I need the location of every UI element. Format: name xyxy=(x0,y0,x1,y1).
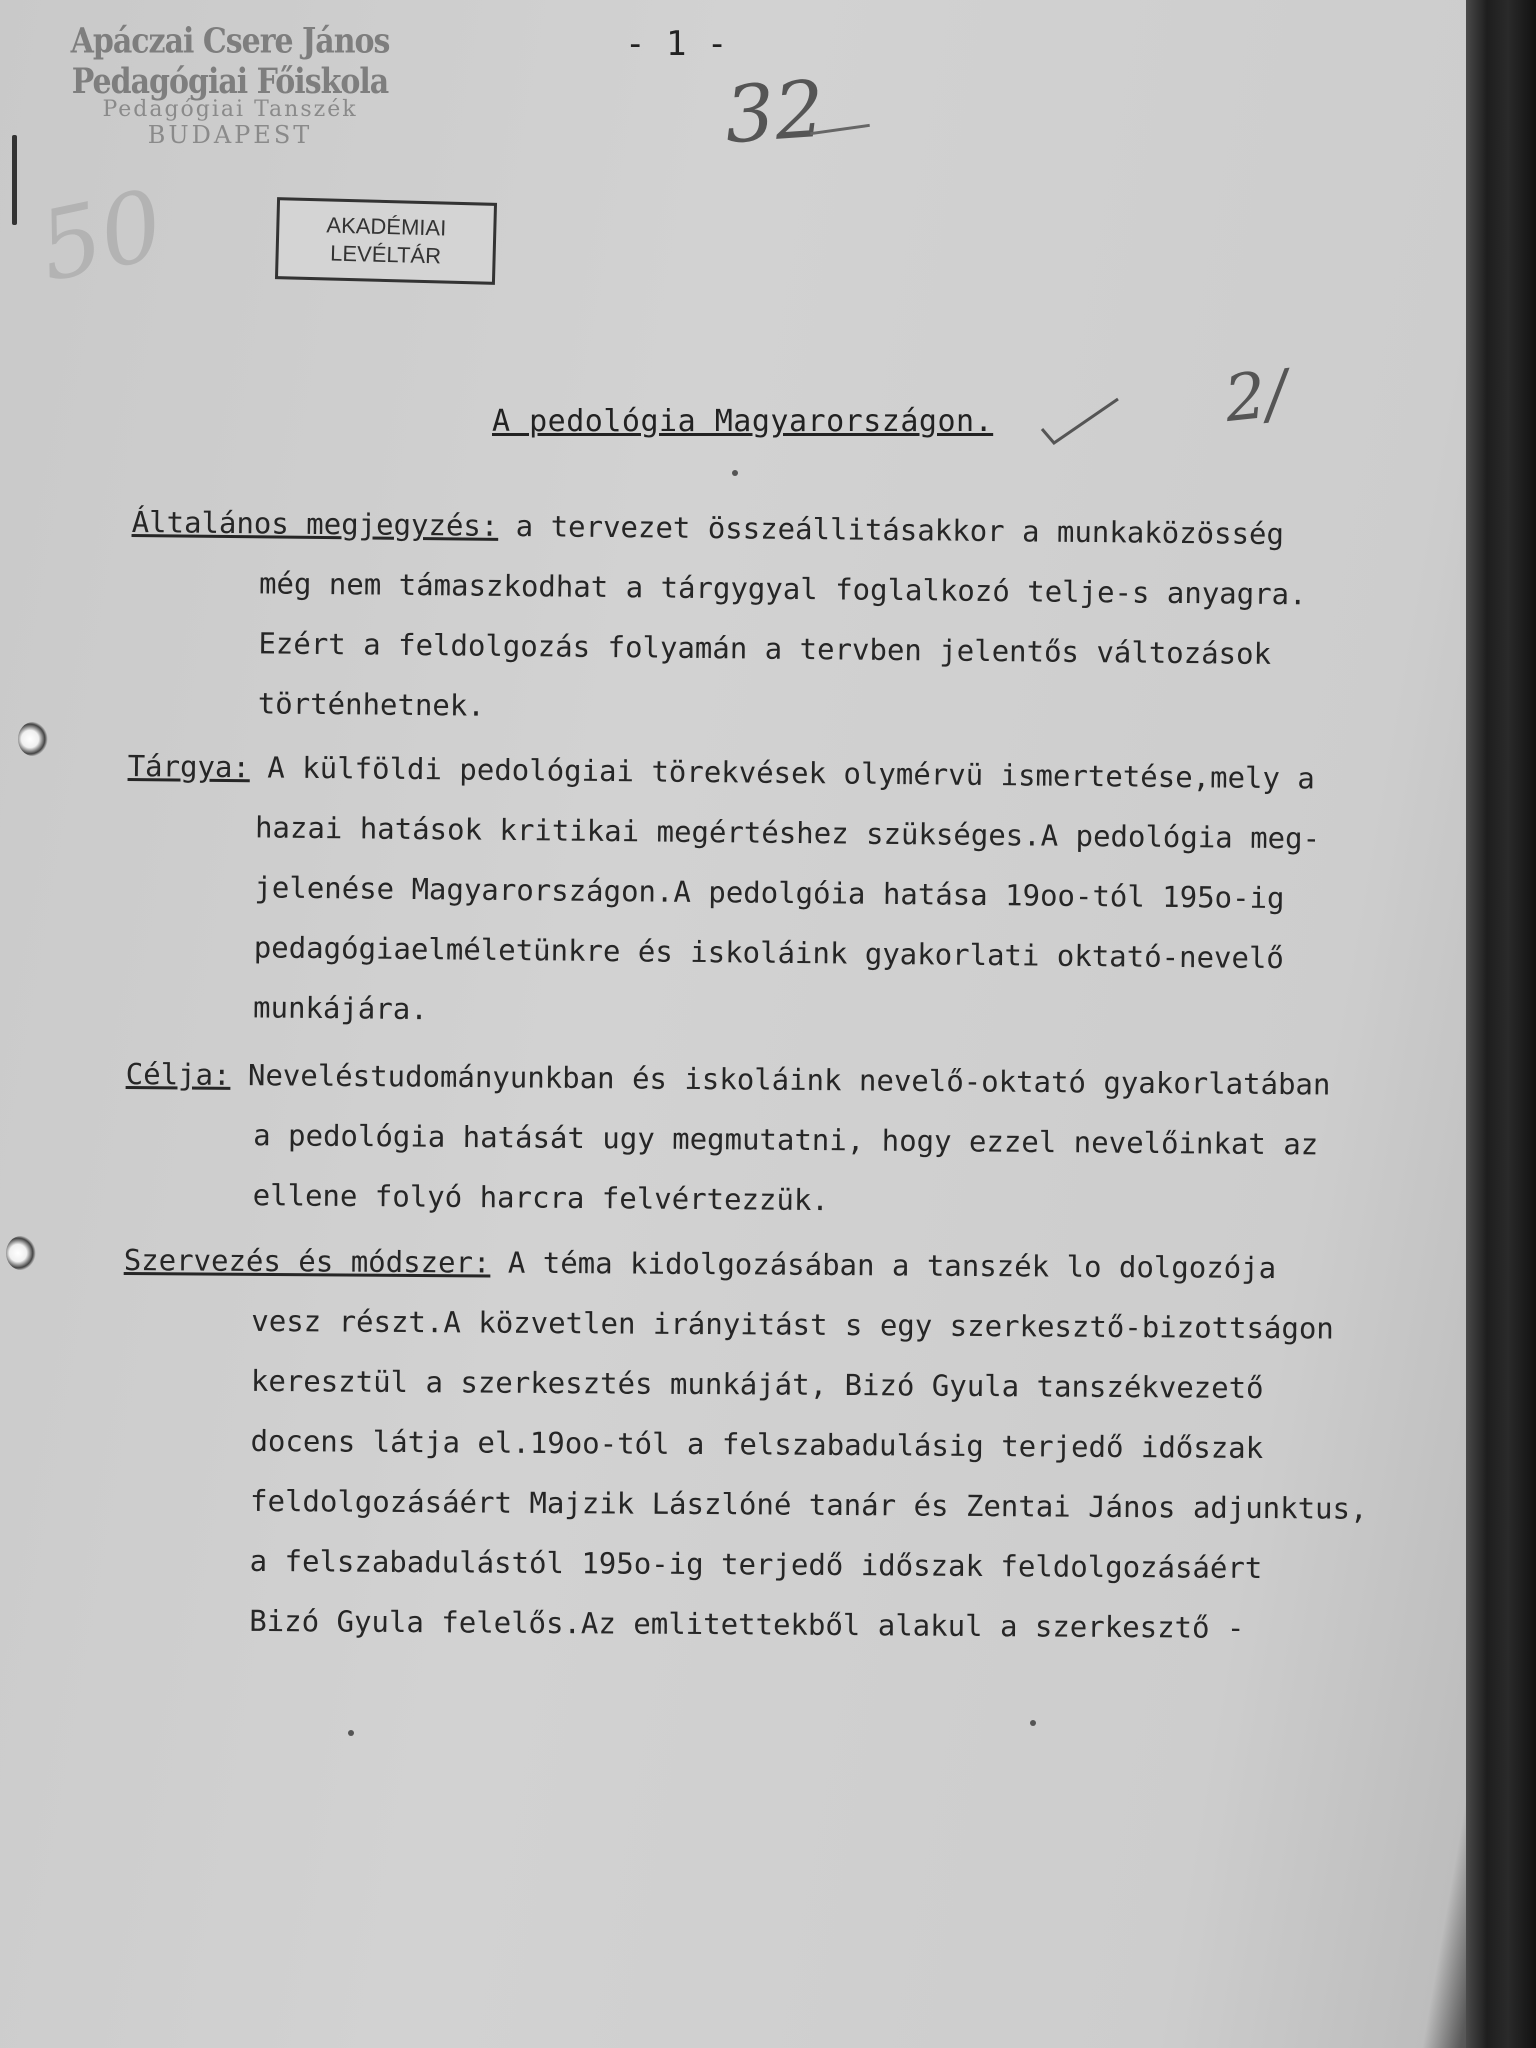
section-subject xyxy=(125,736,1321,1048)
section-line: docens látja el.19oo-tól a felszabadulásig terjedő időszak xyxy=(250,1423,1264,1465)
ink-dot xyxy=(732,470,738,476)
page-edge-shadow xyxy=(1466,0,1536,2048)
section-line: még nem támaszkodhat a tárgygyal foglalkozó telje-s anyagra. xyxy=(258,566,1307,612)
section-line: történhetnek. xyxy=(257,686,485,723)
archive-stamp-line2: LEVÉLTÁR xyxy=(329,240,442,269)
handwritten-folio-number: 32 xyxy=(721,64,828,162)
handwritten-margin-note: 50 xyxy=(29,168,173,304)
section-organization-method xyxy=(121,1230,1369,1659)
page-number: - 1 - xyxy=(625,24,728,64)
ink-dot xyxy=(348,1730,354,1736)
section-label: Általános megjegyzés: xyxy=(131,504,499,543)
section-line: keresztül a szerkesztés munkáját, Bizó Gyula tanszékvezető xyxy=(250,1363,1264,1405)
section-line: a felszabadulástól 195o-ig terjedő időszak feldolgozásáért xyxy=(249,1543,1263,1585)
check-mark-icon xyxy=(1040,395,1120,445)
document-title: A pedológia Magyarországon. xyxy=(492,404,994,439)
section-first-line xyxy=(124,1230,1370,1299)
city-name: BUDAPEST xyxy=(147,121,313,150)
institution-name: Apáczai Csere János Pedagógiai Főiskola xyxy=(70,21,390,102)
margin-pencil-mark xyxy=(12,135,17,225)
archive-stamp-line1: AKADÉMIAI xyxy=(326,212,447,241)
section-line: ellene folyó harcra felvértezzük. xyxy=(252,1178,829,1218)
section-line: munkájára. xyxy=(252,990,428,1027)
punch-hole-lower xyxy=(6,1236,36,1270)
section-line: vesz részt.A közvetlen irányitást s egy szerkesztő-bizottságon xyxy=(251,1303,1334,1346)
section-line: feldolgozásáért Majzik Lászlóné tanár és Zentai János adjunktus, xyxy=(249,1483,1368,1526)
section-line: a pedológia hatását ugy megmutatni, hogy ezzel nevelőinkat az xyxy=(253,1118,1319,1162)
section-line: pedagógiaelméletünkre és iskoláink gyakorlati oktató-nevelő xyxy=(253,930,1285,976)
ink-dot xyxy=(1030,1720,1036,1726)
handwritten-title-note: 2/ xyxy=(1221,356,1291,438)
section-label: Tárgya: xyxy=(127,748,251,785)
section-line: Bizó Gyula felelős.Az emlitettekből alakul a szerkesztő - xyxy=(249,1603,1245,1645)
section-text: A külföldi pedológiai törekvések olymérvü ismertetése,mely a xyxy=(249,750,1316,796)
section-line: Ezért a feldolgozás folyamán a tervben jelentős változások xyxy=(258,626,1272,671)
section-label: Célja: xyxy=(125,1056,231,1092)
institution-header-stamp xyxy=(20,21,440,150)
section-goal xyxy=(124,1044,1330,1235)
section-general-remark xyxy=(129,492,1307,744)
section-label: Szervezés és módszer: xyxy=(123,1242,491,1280)
section-line: hazai hatások kritikai megértéshez szükséges.A pedológia meg- xyxy=(254,810,1321,856)
section-text: Neveléstudományunkban és iskoláink nevelő-oktató gyakorlatában xyxy=(230,1057,1331,1102)
punch-hole-upper xyxy=(18,722,48,756)
department-name: Pedagógiai Tanszék xyxy=(102,97,358,122)
section-line: jelenése Magyarországon.A pedolgóia hatása 19oo-tól 195o-ig xyxy=(254,870,1285,916)
section-first-line xyxy=(125,1044,1330,1115)
section-text: A téma kidolgozásában a tanszék lo dolgozója xyxy=(490,1245,1277,1286)
archive-stamp xyxy=(275,197,497,285)
section-text: a tervezet összeállitásakkor a munkaközösség xyxy=(498,508,1285,552)
